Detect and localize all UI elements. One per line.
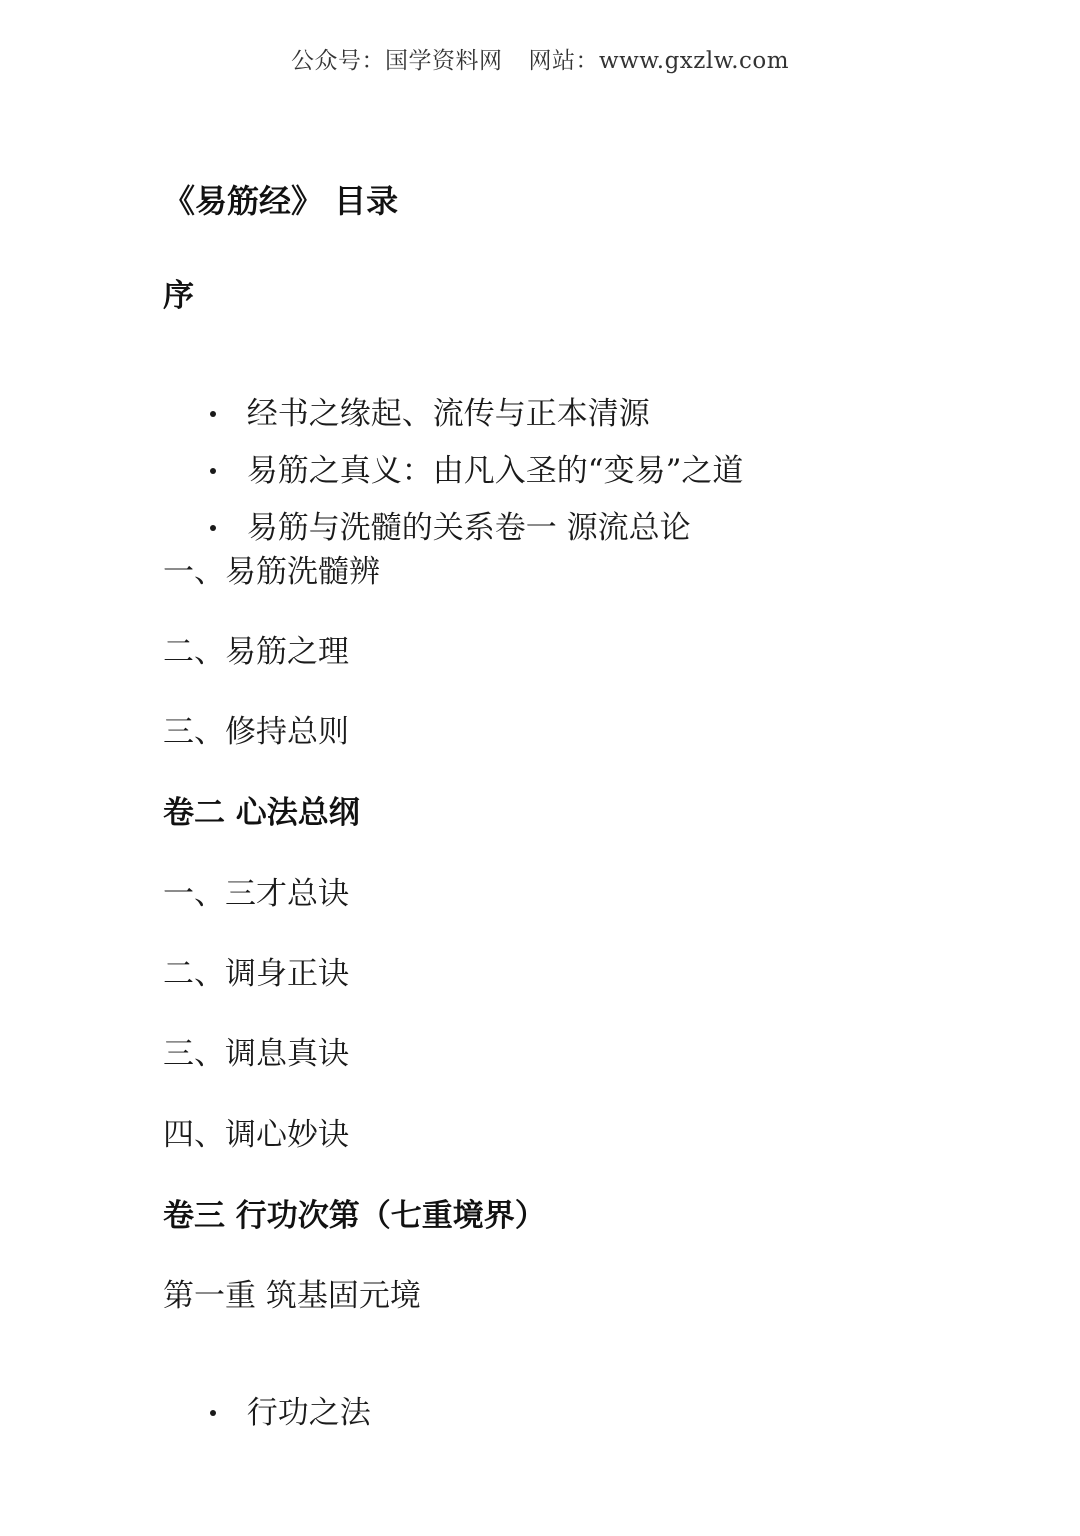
preface-bullet-3	[190, 466, 691, 547]
toc-item: 四、调心妙诀	[163, 1117, 349, 1153]
preface-heading: 序	[163, 278, 194, 314]
bullet-icon	[210, 1410, 216, 1416]
juan2-heading: 卷二 心法总纲	[163, 795, 360, 831]
bullet-icon	[210, 525, 216, 531]
level1-bullet-1	[190, 1351, 371, 1432]
bullet-text: 行功之法	[246, 1395, 371, 1431]
juan3-heading: 卷三 行功次第（七重境界）	[163, 1198, 546, 1234]
bullet-text: 易筋与洗髓的关系卷一 源流总论	[246, 510, 691, 546]
toc-item: 二、调身正诀	[163, 956, 349, 992]
toc-item: 一、易筋洗髓辨	[163, 554, 380, 590]
header-website: 网站：www.gxzlw.com	[528, 48, 790, 74]
toc-item: 一、三才总诀	[163, 876, 349, 912]
level-heading: 第一重 筑基固元境	[163, 1278, 421, 1314]
header-account: 公众号：国学资料网	[290, 48, 503, 74]
bullet-text: 易筋之真义：由凡入圣的“变易”之道	[246, 453, 744, 489]
document-title: 《易筋经》 目录	[163, 182, 399, 220]
toc-item: 二、易筋之理	[163, 634, 349, 670]
toc-item: 三、修持总则	[163, 714, 349, 750]
page-header	[0, 42, 1080, 75]
bullet-text: 经书之缘起、流传与正本清源	[246, 396, 650, 432]
toc-item: 三、调息真诀	[163, 1036, 349, 1072]
